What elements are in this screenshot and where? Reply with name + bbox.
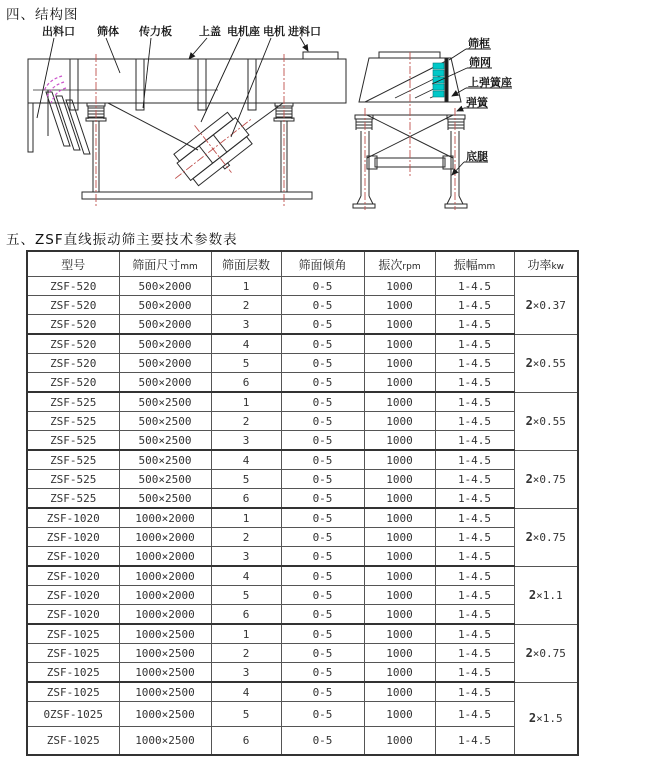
table-cell: ZSF-1020 [27,605,119,625]
table-cell: 1-4.5 [435,644,514,663]
table-row [27,727,578,756]
screen-mesh-stack [365,58,448,102]
table-cell: 0-5 [281,296,364,315]
power-cell: 2×1.1 [514,566,578,624]
table-cell: ZSF-1025 [27,727,119,756]
inlet-box [303,52,338,59]
label-motor-seat: 电机座 [227,25,260,38]
table-cell: 500×2500 [119,450,211,470]
table-cell: ZSF-520 [27,315,119,335]
table-cell: 5 [211,354,281,373]
table-cell: 500×2500 [119,470,211,489]
table-row [27,605,578,625]
table-cell: 0-5 [281,586,364,605]
table-cell: 500×2000 [119,296,211,315]
table-cell: 3 [211,315,281,335]
table-cell: ZSF-520 [27,354,119,373]
table-row [27,528,578,547]
power-cell: 2×0.37 [514,277,578,335]
table-cell: 6 [211,727,281,756]
table-row [27,392,578,412]
table-cell: 2 [211,412,281,431]
spring-right [447,115,465,130]
table-row [27,663,578,683]
column-header: 筛面倾角 [281,251,364,277]
table-cell: ZSF-525 [27,489,119,509]
table-cell: 0-5 [281,528,364,547]
table-cell: 0-5 [281,663,364,683]
table-cell: 1000 [364,682,435,702]
table-cell: 0-5 [281,373,364,393]
table-cell: ZSF-520 [27,373,119,393]
table-cell: 1-4.5 [435,334,514,354]
table-cell: 1 [211,392,281,412]
table-cell: 6 [211,489,281,509]
label-outlet: 出料口 [42,25,75,38]
power-cell: 2×0.75 [514,450,578,508]
table-row [27,644,578,663]
table-cell: 1000 [364,644,435,663]
table-cell: 1000×2500 [119,624,211,644]
table-cell: 1-4.5 [435,450,514,470]
table-cell: ZSF-520 [27,296,119,315]
table-cell: 1000 [364,296,435,315]
table-cell: 1-4.5 [435,277,514,296]
table-cell: ZSF-1020 [27,586,119,605]
table-cell: ZSF-525 [27,470,119,489]
table-cell: 1 [211,624,281,644]
table-cell: 1000×2500 [119,644,211,663]
column-header-unit: mm [477,261,496,272]
table-cell: 2 [211,296,281,315]
structure-diagram [0,18,645,220]
table-cell: 500×2500 [119,392,211,412]
label-motor: 电机 [263,25,285,38]
table-cell: ZSF-1025 [27,663,119,683]
parameters-table [26,250,579,756]
table-cell: 1-4.5 [435,605,514,625]
table-cell: 3 [211,547,281,567]
table-row [27,566,578,586]
section-title-parameters: 五、ZSF直线振动筛主要技术参数表 [6,232,238,248]
table-cell: ZSF-525 [27,412,119,431]
table-cell: ZSF-1020 [27,508,119,528]
table-cell: 1000×2000 [119,566,211,586]
table-cell: ZSF-1025 [27,682,119,702]
transmission-plate [198,59,206,110]
table-cell: 1000 [364,624,435,644]
table-cell: 4 [211,450,281,470]
table-row [27,373,578,393]
table-cell: 1-4.5 [435,373,514,393]
table-row [27,412,578,431]
table-row [27,431,578,451]
table-cell: 1000 [364,528,435,547]
label-inlet: 进料口 [288,25,321,38]
table-cell: 1-4.5 [435,431,514,451]
label-spring: 弹簧 [466,96,488,109]
vibration-motor [157,96,270,202]
table-row [27,586,578,605]
table-cell: 1000 [364,566,435,586]
table-cell: 0-5 [281,644,364,663]
column-header-unit: rpm [402,261,421,272]
table-row [27,489,578,509]
table-cell: 1000 [364,431,435,451]
table-cell: 1000 [364,334,435,354]
table-row [27,508,578,528]
table-cell: ZSF-1020 [27,528,119,547]
table-row [27,624,578,644]
column-header: 型号 [27,251,119,277]
table-cell: ZSF-1025 [27,644,119,663]
table-cell: 500×2500 [119,489,211,509]
table-cell: 1-4.5 [435,702,514,727]
table-cell: 1-4.5 [435,528,514,547]
table-row [27,702,578,727]
table-cell: 6 [211,373,281,393]
table-cell: 500×2000 [119,334,211,354]
table-row [27,450,578,470]
table-cell: 0-5 [281,354,364,373]
label-bottom-leg: 底腿 [466,150,488,163]
table-cell: 4 [211,334,281,354]
table-cell: 1-4.5 [435,315,514,335]
table-cell: 0-5 [281,277,364,296]
table-cell: 1-4.5 [435,566,514,586]
column-header: 振次rpm [364,251,435,277]
table-cell: ZSF-520 [27,277,119,296]
table-cell: 500×2000 [119,354,211,373]
table-cell: 1-4.5 [435,624,514,644]
table-cell: 1000 [364,392,435,412]
table-cell: 6 [211,605,281,625]
column-header-unit: mm [180,261,198,272]
table-cell: 1 [211,508,281,528]
table-cell: 1-4.5 [435,682,514,702]
column-header-unit: kw [551,261,565,272]
table-cell: 0-5 [281,334,364,354]
side-view [28,52,346,206]
table-cell: 1000×2500 [119,682,211,702]
table-row [27,296,578,315]
table-row [27,354,578,373]
table-cell: 4 [211,566,281,586]
table-cell: 1-4.5 [435,547,514,567]
table-cell: 1000×2000 [119,528,211,547]
table-cell: 3 [211,663,281,683]
table-cell: 0-5 [281,547,364,567]
table-cell: 0ZSF-1025 [27,702,119,727]
table-cell: 1000 [364,605,435,625]
table-cell: 1-4.5 [435,727,514,756]
table-cell: 1000×2500 [119,663,211,683]
table-row [27,682,578,702]
label-screen-mesh: 筛网 [469,56,491,69]
table-cell: 0-5 [281,470,364,489]
table-cell: 1-4.5 [435,586,514,605]
table-cell: 1000×2000 [119,586,211,605]
table-row [27,470,578,489]
table-cell: 5 [211,586,281,605]
table-cell: 1000 [364,315,435,335]
table-cell: 1-4.5 [435,296,514,315]
table-cell: 500×2000 [119,373,211,393]
header-row [27,251,578,277]
power-cell: 2×0.55 [514,392,578,450]
table-cell: 1000×2500 [119,702,211,727]
table-cell: 1 [211,277,281,296]
table-cell: ZSF-520 [27,334,119,354]
table-cell: 1-4.5 [435,392,514,412]
table-cell: 1000 [364,450,435,470]
table-cell: 1000 [364,586,435,605]
table-cell: 1000 [364,489,435,509]
table-row [27,277,578,296]
table-cell: 1000 [364,470,435,489]
table-cell: 0-5 [281,508,364,528]
table-cell: 5 [211,702,281,727]
table-cell: 1000 [364,547,435,567]
power-cell: 2×1.5 [514,682,578,755]
label-screen-body: 筛体 [97,25,119,38]
table-row [27,334,578,354]
table-cell: 0-5 [281,392,364,412]
table-cell: 4 [211,682,281,702]
table-cell: 1-4.5 [435,508,514,528]
table-cell: ZSF-525 [27,392,119,412]
spring-left [355,115,373,130]
table-cell: 0-5 [281,566,364,586]
table-cell: 1-4.5 [435,489,514,509]
table-cell: 0-5 [281,412,364,431]
column-header: 振幅mm [435,251,514,277]
table-cell: 0-5 [281,624,364,644]
table-cell: 0-5 [281,431,364,451]
top-cap [379,52,440,58]
table-cell: 1000×2500 [119,727,211,756]
table-row [27,547,578,567]
table-cell: 1000 [364,508,435,528]
table-cell: 3 [211,431,281,451]
table-cell: 1-4.5 [435,412,514,431]
table-cell: 1000 [364,277,435,296]
table-cell: ZSF-1020 [27,547,119,567]
table-cell: 1000 [364,412,435,431]
table-cell: 5 [211,470,281,489]
table-cell: 0-5 [281,450,364,470]
table-cell: 0-5 [281,727,364,756]
table-row [27,315,578,335]
table-cell: 1000 [364,354,435,373]
label-top-cover: 上盖 [199,25,221,38]
table-cell: 0-5 [281,682,364,702]
table-cell: 2 [211,644,281,663]
table-head [27,251,578,277]
table-cell: 0-5 [281,489,364,509]
table-cell: 1000×2000 [119,547,211,567]
table-cell: 0-5 [281,315,364,335]
label-screen-frame: 筛框 [468,37,490,50]
transmission-plate [70,59,78,110]
table-cell: 1000 [364,663,435,683]
table-cell: 1-4.5 [435,470,514,489]
base-bar [82,192,312,199]
table-cell: 1-4.5 [435,663,514,683]
label-upper-spring-seat: 上弹簧座 [468,76,512,89]
outlet-chute [28,90,90,154]
table-body [27,277,578,756]
table-cell: 1000 [364,727,435,756]
table-cell: 1000 [364,373,435,393]
power-cell: 2×0.75 [514,624,578,682]
table-cell: 2 [211,528,281,547]
table-cell: ZSF-525 [27,431,119,451]
power-cell: 2×0.55 [514,334,578,392]
table-cell: ZSF-1020 [27,566,119,586]
label-transmission-plate: 传力板 [139,25,172,38]
table-cell: 500×2000 [119,315,211,335]
power-cell: 2×0.75 [514,508,578,566]
column-header: 筛面尺寸mm [119,251,211,277]
table-cell: ZSF-1025 [27,624,119,644]
screen-body [28,59,346,103]
table-cell: 1000×2000 [119,508,211,528]
table-cell: ZSF-525 [27,450,119,470]
column-header: 筛面层数 [211,251,281,277]
section-title-structure: 四、结构图 [6,7,79,23]
transmission-plate [136,59,144,110]
table-cell: 1000×2000 [119,605,211,625]
table-cell: 1000 [364,702,435,727]
table-cell: 0-5 [281,605,364,625]
column-header: 功率kw [514,251,578,277]
table-cell: 1-4.5 [435,354,514,373]
table-cell: 500×2500 [119,412,211,431]
table-cell: 0-5 [281,702,364,727]
table-cell: 500×2000 [119,277,211,296]
table-cell: 500×2500 [119,431,211,451]
